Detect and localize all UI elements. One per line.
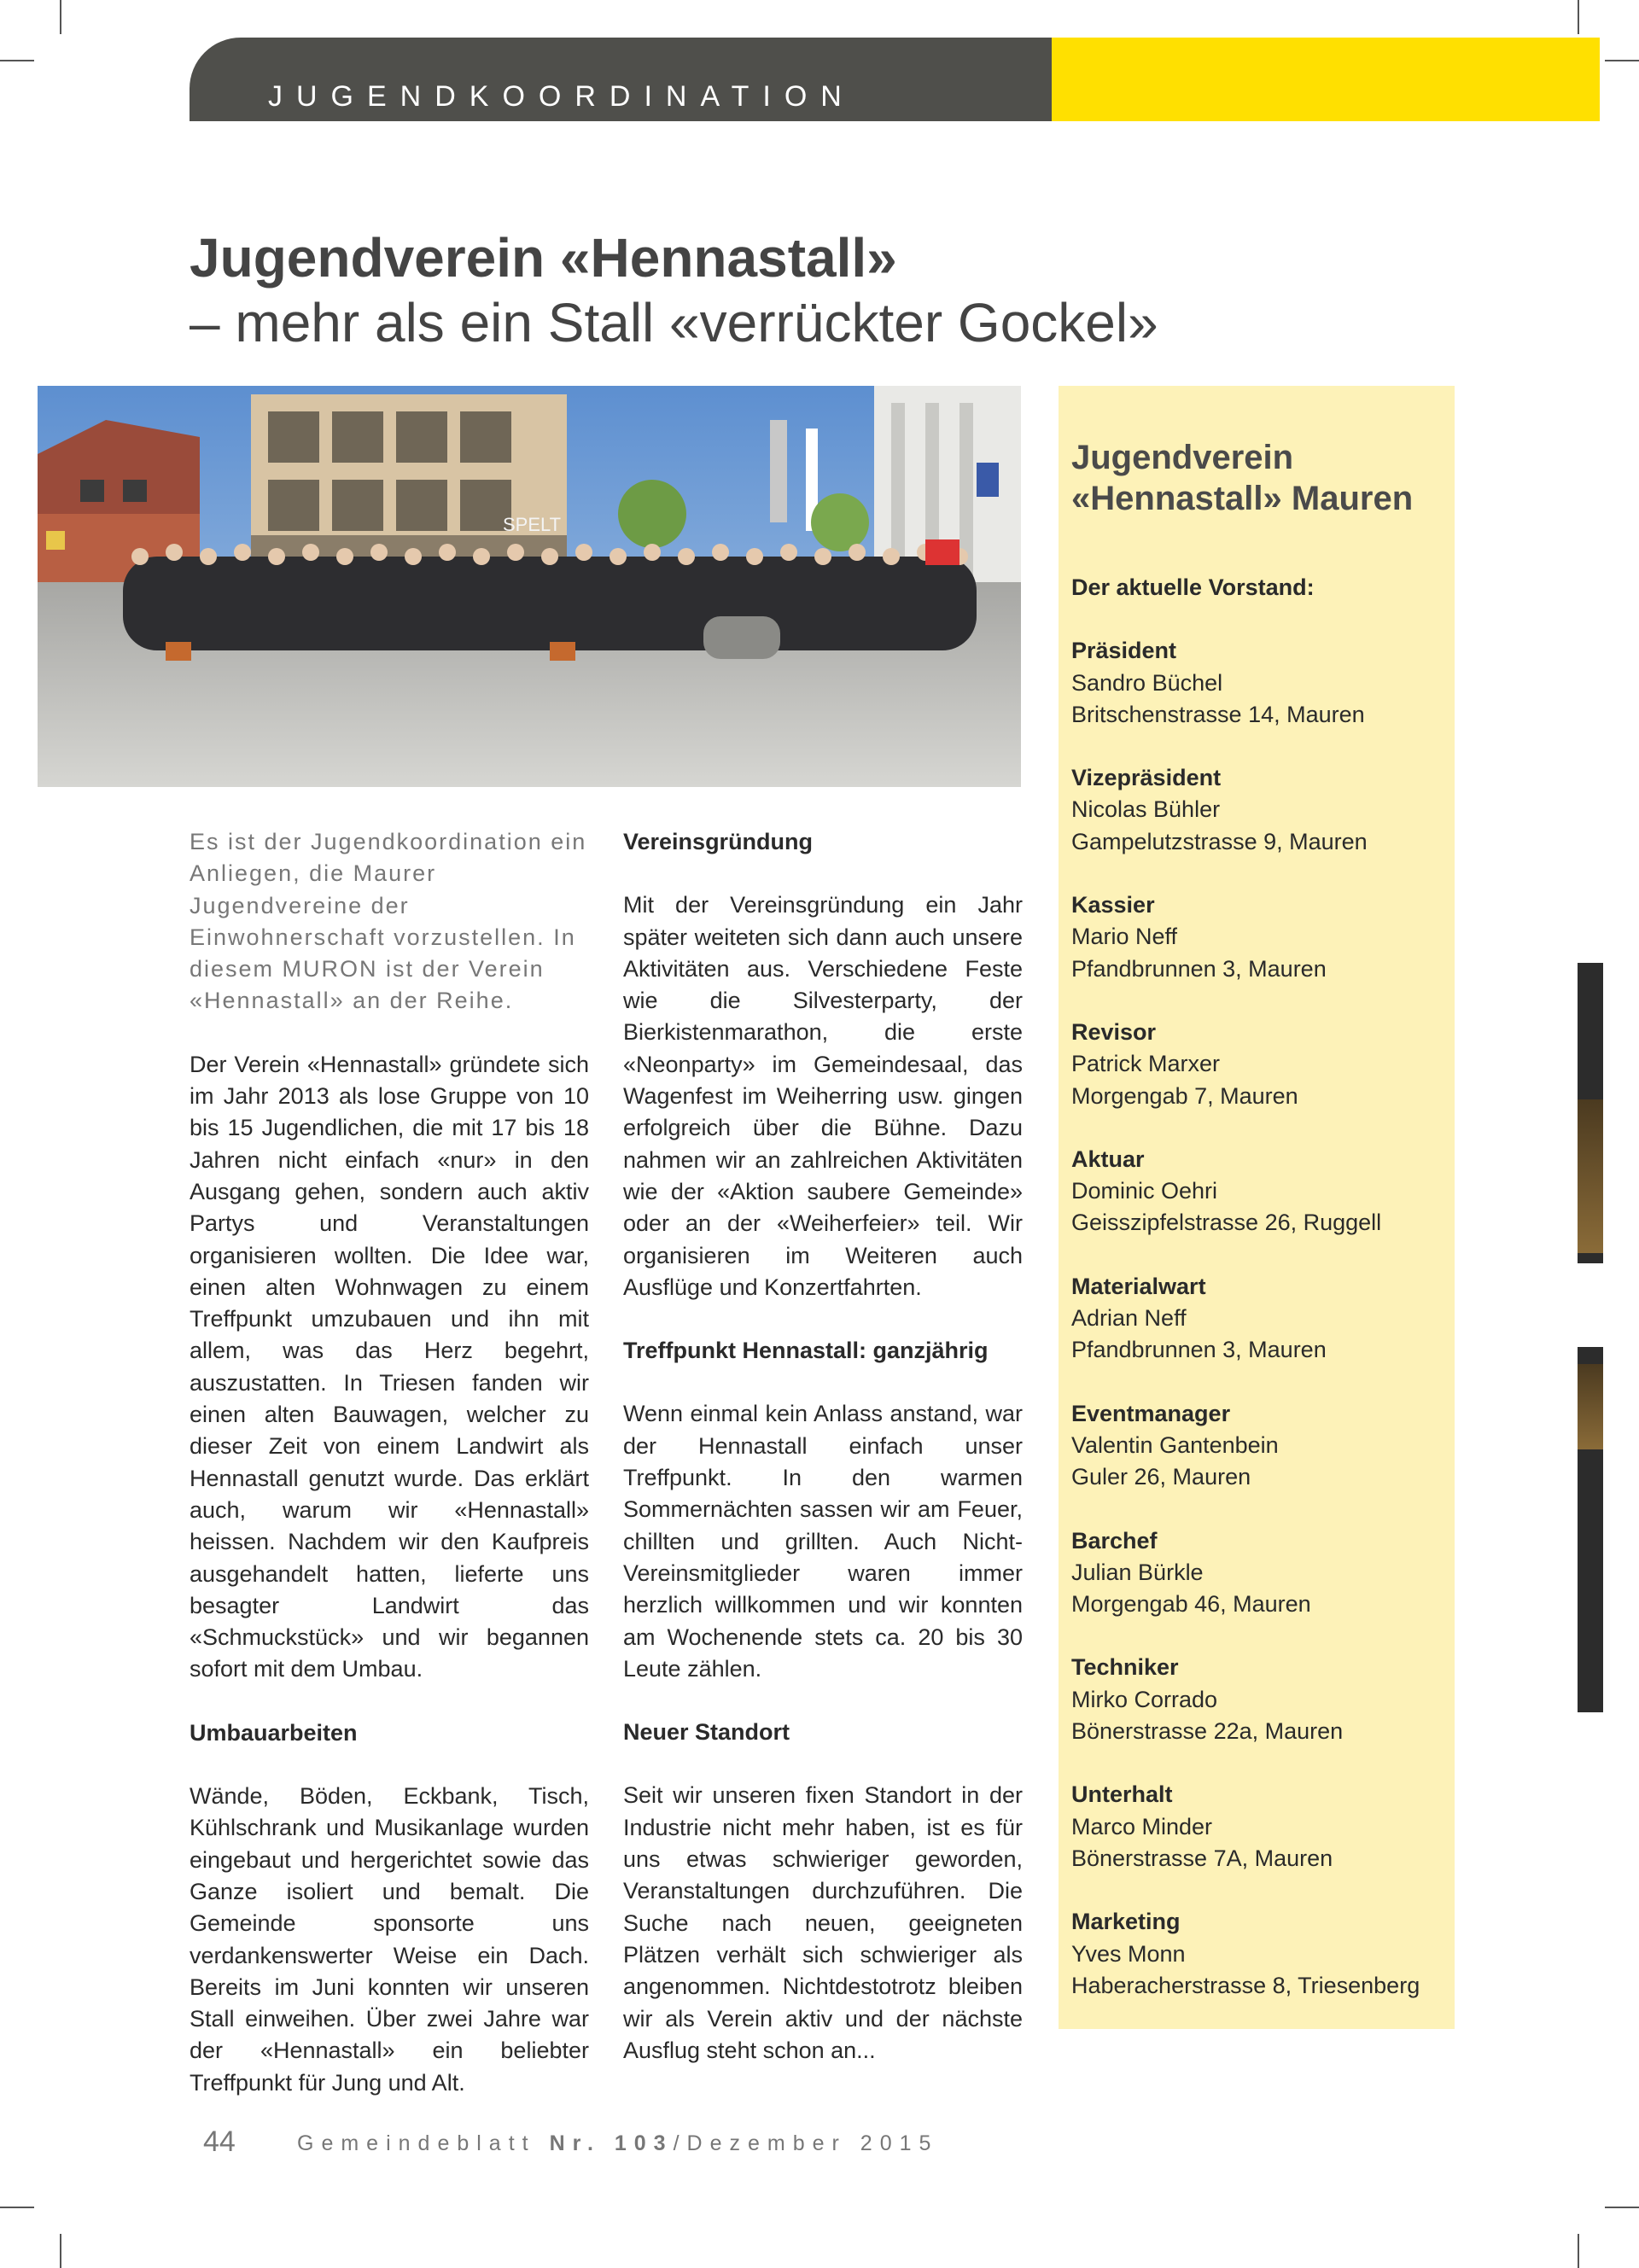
member-name: Nicolas Bühler [1071,796,1221,823]
crop-mark [1578,0,1579,34]
member-role: Eventmanager [1071,1400,1231,1426]
board-member [1071,1017,1447,1112]
member-address: Britschenstrasse 14, Mauren [1071,701,1365,727]
member-name: Sandro Büchel [1071,669,1223,696]
info-box-title [1071,437,1447,519]
board-member [1071,1652,1447,1747]
article-paragraph: Wände, Böden, Eckbank, Tisch, Kühlschrank und Musikanlage wurden eingebaut und hergerichtet sowie das Ganze isoliert und bemalt. Die Gemeinde sponsorte uns verdankenswerter Weise ein Dach. Bereits im Juni konnten wir unseren Stall einweihen. Über zwei Jahre war der «Hennastall» ein beliebter Treffpunkt für Jung und Alt. [190,1783,589,2096]
member-address: Morgengab 46, Mauren [1071,1591,1311,1618]
member-name: Yves Monn [1071,1940,1186,1967]
article-paragraph: Seit wir unseren fixen Standort in der Industrie nicht mehr haben, ist es für uns etwas schwieriger geworden, Veranstaltungen durchzuführen. Die Suche nach neuen, geeigneten Plätzen verhält sich schwieriger als angenommen. Nichtdestotrotz bleiben wir als Verein aktiv und der nächste Ausflug steht schon an... [623,1782,1023,2063]
member-address: Gampelutzstrasse 9, Mauren [1071,828,1368,854]
member-role: Materialwart [1071,1273,1206,1299]
crop-mark [1605,60,1639,61]
article-lead: Es ist der Jugendkoordination ein Anliegen, die Maurer Jugendvereine der Einwohnerschaft vorzustellen. In diesem MURON ist der Verein «Hennastall» an der Reihe. [190,829,587,1014]
page-edge-strip [1578,1347,1603,1712]
info-box-title-line1: Jugendverein [1071,439,1294,476]
board-member [1071,1271,1447,1367]
section-heading: Treffpunkt Hennastall: ganzjährig [623,1338,989,1364]
crop-mark [1578,2234,1579,2268]
board-member [1071,1906,1447,2002]
board-member [1071,762,1447,858]
section-heading: Vereinsgründung [623,829,814,854]
info-box-title-line2: «Hennastall» Mauren [1071,480,1414,517]
member-address: Geisszipfelstrasse 26, Ruggell [1071,1210,1382,1236]
member-name: Mirko Corrado [1071,1686,1218,1712]
issue-number: 103 [614,2131,674,2155]
building-sign: SPELT [503,514,562,535]
article-column-1 [190,826,589,2131]
info-box [1059,386,1455,2029]
member-address: Pfandbrunnen 3, Mauren [1071,1337,1327,1363]
crop-mark [60,0,61,34]
issue-label: Nr. [549,2131,601,2155]
publication-footer [297,2131,938,2156]
article-paragraph: Der Verein «Hennastall» gründete sich im Jahr 2013 als lose Gruppe von 10 bis 15 Jugendlichen, die mit 17 bis 18 Jahren nicht einfach «nur» in den Ausgang gehen, sondern auch aktiv Partys und Veranstaltungen organisieren wollten. Die Idee war, einen alten Wohnwagen zu einem Treffpunkt umzubauen und ihn mit allem, was das Herz begehrt, auszustatten. In Triesen fanden wir einen alten Bauwagen, welcher zu dieser Zeit von einem Landwirt als Hennastall genutzt wurde. Das erklärt auch, warum wir «Hennastall» heissen. Nachdem wir den Kaufpreis ausgehandelt hatten, lieferte uns besagter Landwirt das «Schmuckstück» und wir begannen sofort mit dem Umbau. [190,1051,589,1682]
board-member [1071,635,1447,731]
member-address: Bönerstrasse 22a, Mauren [1071,1718,1344,1745]
member-role: Marketing [1071,1909,1181,1935]
section-header-accent [1052,38,1600,121]
member-name: Marco Minder [1071,1813,1213,1839]
article-column-2 [623,826,1023,2098]
crop-mark [0,2207,34,2208]
member-address: Guler 26, Mauren [1071,1464,1251,1490]
crop-mark [60,2234,61,2268]
article-title [190,225,1470,355]
crop-mark [1605,2207,1639,2208]
group-photo-illustration [38,386,1021,787]
crop-mark [0,60,34,61]
article-title-main: Jugendverein «Hennastall» [190,227,897,289]
issue-date: /Dezember 2015 [673,2131,939,2155]
member-role: Unterhalt [1071,1781,1173,1808]
publication-name: Gemeindeblatt [297,2131,536,2155]
member-role: Präsident [1071,638,1177,664]
article-paragraph: Mit der Vereinsgründung ein Jahr später weiteten sich dann auch unsere Aktivitäten aus. Verschiedene Feste wie die Silvesterparty, der Bierkistenmarathon, die erste «Neonparty» im Gemeindesaal, das Wagenfest im Weiherring usw. gingen erfolgreich über die Bühne. Dazu nahmen wir an zahlreichen Aktivitäten wie der «Aktion saubere Gemeinde» oder an der «Weiherfeier» teil. Wir organisieren im Weiteren auch Ausflüge und Konzertfahrten. [623,892,1023,1300]
member-role: Vizepräsident [1071,765,1222,791]
member-name: Julian Bürkle [1071,1559,1204,1585]
page-number: 44 [203,2125,236,2158]
page-edge-strip [1578,963,1603,1263]
member-role: Techniker [1071,1654,1179,1681]
member-role: Revisor [1071,1018,1157,1045]
article-paragraph: Wenn einmal kein Anlass anstand, war der Hennastall einfach unser Treffpunkt. In den warmen Sommernächten sassen wir am Feuer, chillten und grillten. Auch Nicht-Vereinsmitglieder waren immer herzlich willkommen und wir konnten am Wochenende stets ca. 20 bis 30 Leute zählen. [623,1401,1023,1682]
group-photo [38,386,1021,787]
section-label: JUGENDKOORDINATION [268,80,855,113]
member-name: Valentin Gantenbein [1071,1431,1279,1458]
member-name: Dominic Oehri [1071,1178,1218,1204]
member-address: Pfandbrunnen 3, Mauren [1071,955,1327,982]
member-role: Kassier [1071,892,1155,918]
board-member [1071,1398,1447,1494]
member-address: Morgengab 7, Mauren [1071,1082,1298,1109]
board-list [1071,572,1447,2002]
member-address: Bönerstrasse 7A, Mauren [1071,1845,1333,1871]
board-member [1071,1525,1447,1621]
board-member [1071,1144,1447,1239]
section-heading: Umbauarbeiten [190,1719,358,1746]
section-heading: Neuer Standort [623,1719,790,1746]
member-name: Mario Neff [1071,924,1178,950]
member-name: Adrian Neff [1071,1305,1187,1332]
board-member [1071,1779,1447,1874]
member-address: Haberacherstrasse 8, Triesenberg [1071,1972,1420,1998]
member-role: Aktuar [1071,1146,1145,1172]
member-name: Patrick Marxer [1071,1051,1221,1077]
article-subtitle: – mehr als ein Stall «verrückter Gockel» [190,292,1158,353]
board-member [1071,889,1447,985]
member-role: Barchef [1071,1527,1158,1554]
board-heading: Der aktuelle Vorstand: [1071,574,1315,600]
